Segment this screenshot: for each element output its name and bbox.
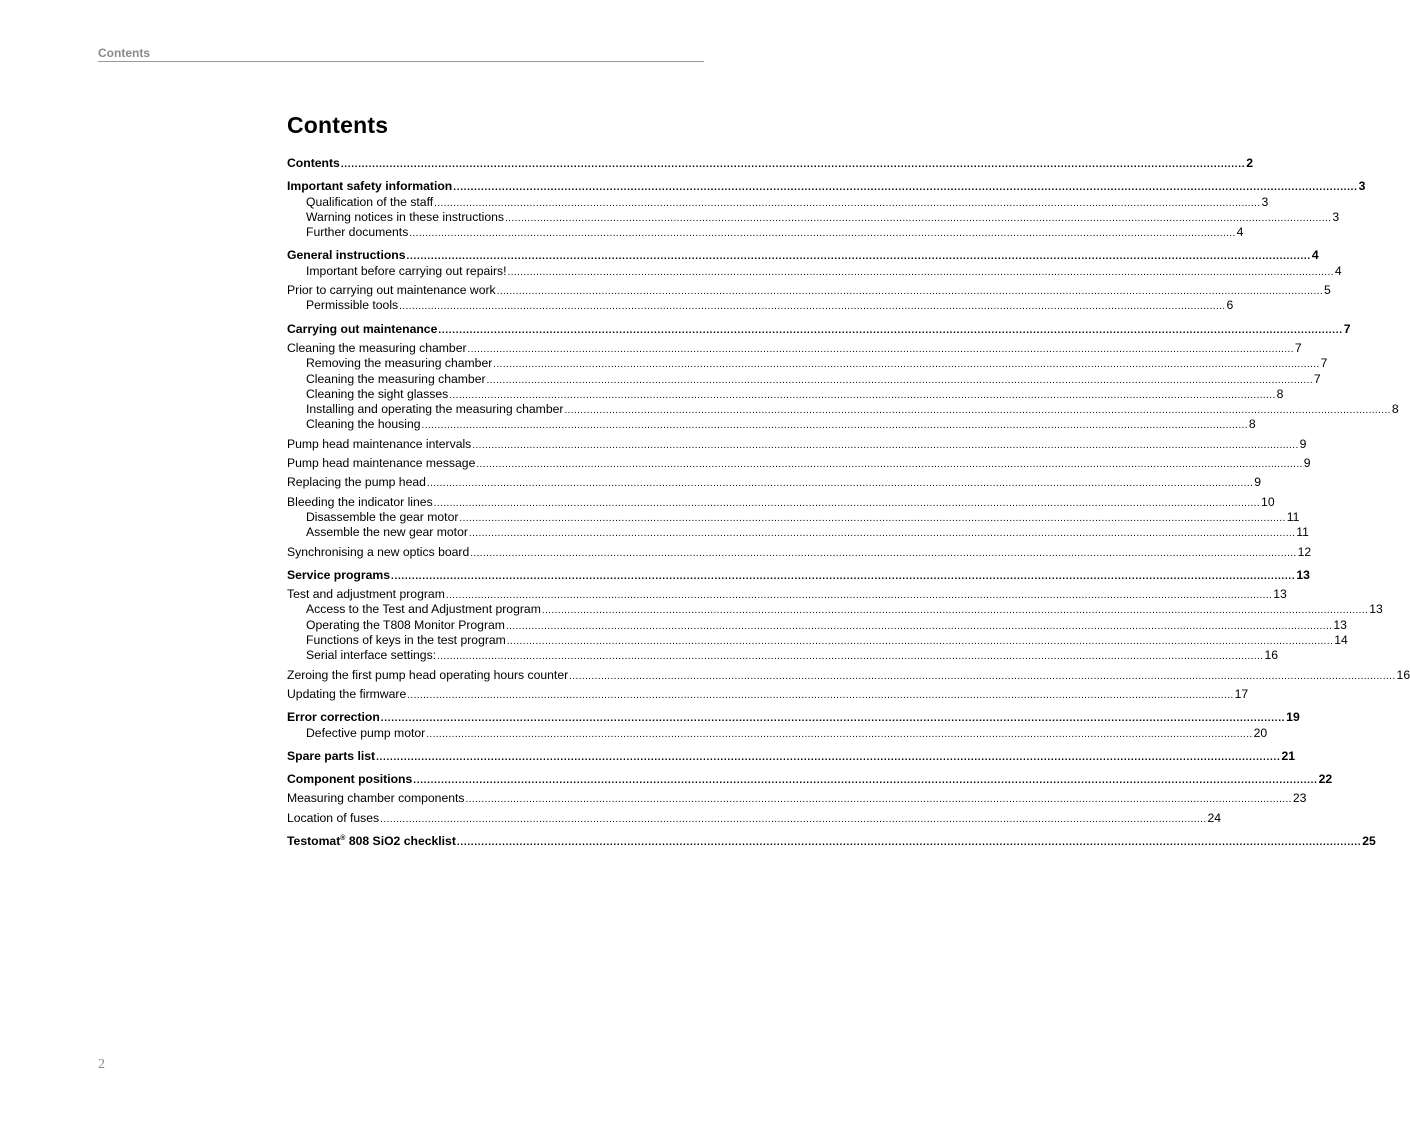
toc-entry-label: Access to the Test and Adjustment program <box>306 602 541 617</box>
toc-entry[interactable] <box>287 456 1311 471</box>
toc-leader-dots: .................................................................................................................................................................................................................................................................... <box>390 570 1296 582</box>
toc-entry[interactable] <box>287 371 1321 387</box>
toc-entry-page: 14 <box>1334 633 1348 648</box>
toc-entry-label: Prior to carrying out maintenance work <box>287 283 496 298</box>
toc-entry[interactable] <box>287 791 1307 806</box>
toc-entry[interactable] <box>287 748 1295 764</box>
toc-entry-page: 4 <box>1236 225 1244 240</box>
toc-entry-page: 8 <box>1391 402 1399 417</box>
toc-entry-page: 20 <box>1253 725 1268 740</box>
toc-leader-dots: .................................................................................................................................................................................................................................................................... <box>380 813 1207 825</box>
toc-leader-dots: .................................................................................................................................................................................................................................................................... <box>507 266 1334 278</box>
toc-entry[interactable] <box>287 179 1366 194</box>
toc-entry-page: 11 <box>1286 509 1300 524</box>
toc-entry-page: 8 <box>1276 386 1284 401</box>
toc-leader-dots: .................................................................................................................................................................................................................................................................... <box>569 670 1396 682</box>
toc-entry[interactable] <box>287 494 1275 510</box>
toc-leader-dots: .................................................................................................................................................................................................................................................................... <box>465 794 1292 806</box>
toc-entry[interactable] <box>287 710 1300 725</box>
toc-entry-label: Bleeding the indicator lines <box>287 494 433 509</box>
toc-leader-dots: .................................................................................................................................................................................................................................................................... <box>456 836 1362 848</box>
toc-entry-label: Installing and operating the measuring chamber <box>306 402 564 417</box>
toc-entry-page: 13 <box>1296 567 1310 582</box>
toc-entry[interactable] <box>287 667 1410 683</box>
toc-entry-page: 25 <box>1362 833 1376 848</box>
toc-entry-page: 16 <box>1396 667 1410 682</box>
toc-entry-page: 22 <box>1318 772 1333 787</box>
toc-entry[interactable] <box>287 386 1284 402</box>
toc-entry-page: 7 <box>1294 340 1302 355</box>
toc-entry-label: Service programs <box>287 567 390 582</box>
toc-entry-label: Zeroing the first pump head operating hours counter <box>287 667 569 682</box>
toc-entry[interactable] <box>287 617 1347 633</box>
toc-leader-dots: .................................................................................................................................................................................................................................................................... <box>437 651 1264 663</box>
toc-entry-label: Important safety information <box>287 179 453 194</box>
toc-entry-page: 7 <box>1320 356 1328 371</box>
toc-entry-label: Permissible tools <box>306 298 399 313</box>
toc-leader-dots: .................................................................................................................................................................................................................................................................... <box>453 182 1358 194</box>
toc-entry-label: Disassemble the gear motor <box>306 509 459 524</box>
toc-entry[interactable] <box>287 298 1234 313</box>
toc-entry-page: 8 <box>1248 417 1256 432</box>
toc-leader-dots: .................................................................................................................................................................................................................................................................... <box>445 590 1273 602</box>
toc-entry[interactable] <box>287 833 1376 849</box>
toc-entry-label: Warning notices in these instructions <box>306 209 505 224</box>
toc-entry[interactable] <box>287 225 1244 240</box>
toc-leader-dots: .................................................................................................................................................................................................................................................................... <box>541 605 1369 617</box>
toc-entry[interactable] <box>287 810 1222 826</box>
toc-entry-label: Spare parts list <box>287 748 376 763</box>
toc-entry[interactable] <box>287 436 1307 452</box>
toc-leader-dots: .................................................................................................................................................................................................................................................................... <box>449 389 1276 401</box>
toc-leader-dots: .................................................................................................................................................................................................................................................................... <box>506 636 1334 648</box>
toc-leader-dots: .................................................................................................................................................................................................................................................................... <box>426 478 1254 490</box>
toc-entry-page: 16 <box>1264 648 1279 663</box>
toc-entry[interactable] <box>287 263 1342 279</box>
toc-leader-dots: .................................................................................................................................................................................................................................................................... <box>421 420 1248 432</box>
toc-leader-dots: .................................................................................................................................................................................................................................................................... <box>406 251 1311 263</box>
toc-entry[interactable] <box>287 417 1256 432</box>
toc-entry-page: 10 <box>1261 494 1275 509</box>
toc-entry-label: Replacing the pump head <box>287 475 426 490</box>
table-of-contents <box>287 156 1410 849</box>
toc-leader-dots: .................................................................................................................................................................................................................................................................... <box>399 301 1226 313</box>
toc-entry-page: 3 <box>1261 194 1269 209</box>
toc-leader-dots: .................................................................................................................................................................................................................................................................... <box>470 547 1297 559</box>
toc-entry[interactable] <box>287 194 1269 210</box>
toc-entry-page: 11 <box>1296 525 1309 540</box>
toc-entry-label: Test and adjustment program <box>287 587 445 602</box>
toc-entry[interactable] <box>287 475 1262 490</box>
toc-entry-page: 5 <box>1324 283 1331 298</box>
toc-entry[interactable] <box>287 772 1333 787</box>
toc-entry-label: Important before carrying out repairs! <box>306 263 507 278</box>
toc-entry-label: Updating the firmware <box>287 686 407 701</box>
toc-entry[interactable] <box>287 156 1253 171</box>
toc-entry-page: 9 <box>1254 475 1262 490</box>
toc-leader-dots: .................................................................................................................................................................................................................................................................... <box>380 713 1286 725</box>
toc-entry-page: 13 <box>1273 587 1287 602</box>
toc-leader-dots: .................................................................................................................................................................................................................................................................... <box>407 689 1234 701</box>
toc-leader-dots: .................................................................................................................................................................................................................................................................... <box>505 620 1333 632</box>
page-title: Contents <box>287 112 389 138</box>
toc-entry-page: 3 <box>1332 209 1340 224</box>
toc-entry-page: 12 <box>1297 544 1312 559</box>
toc-leader-dots: .................................................................................................................................................................................................................................................................... <box>468 528 1296 540</box>
toc-leader-dots: .................................................................................................................................................................................................................................................................... <box>433 497 1261 509</box>
toc-entry-page: 7 <box>1313 371 1321 386</box>
toc-entry-page: 2 <box>1246 156 1253 170</box>
toc-entry-label: Error correction <box>287 710 380 725</box>
toc-entry-page: 23 <box>1292 791 1307 806</box>
toc-entry-label: Operating the T808 Monitor Program <box>306 617 505 632</box>
toc-entry-label: Qualification of the staff <box>306 194 434 209</box>
toc-entry-page: 9 <box>1299 436 1307 451</box>
toc-leader-dots: .................................................................................................................................................................................................................................................................... <box>413 775 1318 787</box>
toc-leader-dots: .................................................................................................................................................................................................................................................................... <box>376 751 1281 763</box>
toc-entry-label: Functions of keys in the test program <box>306 633 506 648</box>
toc-entry[interactable] <box>287 509 1300 525</box>
toc-entry[interactable] <box>287 248 1319 263</box>
toc-entry-page: 4 <box>1334 263 1342 278</box>
toc-leader-dots: .................................................................................................................................................................................................................................................................... <box>409 228 1236 240</box>
toc-entry-page: 7 <box>1343 321 1351 336</box>
toc-leader-dots: .................................................................................................................................................................................................................................................................... <box>434 197 1261 209</box>
toc-entry-label: Cleaning the sight glasses <box>306 386 449 401</box>
toc-entry-page: 6 <box>1226 298 1234 313</box>
toc-entry[interactable] <box>287 567 1310 583</box>
toc-leader-dots: .................................................................................................................................................................................................................................................................... <box>472 439 1299 451</box>
toc-leader-dots: .................................................................................................................................................................................................................................................................... <box>564 405 1391 417</box>
toc-entry-label: Carrying out maintenance <box>287 321 438 336</box>
toc-entry-label: Location of fuses <box>287 810 380 825</box>
header-rule <box>98 61 704 62</box>
toc-leader-dots: .................................................................................................................................................................................................................................................................... <box>467 343 1294 355</box>
toc-leader-dots: .................................................................................................................................................................................................................................................................... <box>459 512 1286 524</box>
toc-entry[interactable] <box>287 648 1279 663</box>
toc-entry-page: 3 <box>1358 179 1366 194</box>
toc-entry[interactable] <box>287 321 1351 337</box>
toc-entry-label: Measuring chamber components <box>287 791 465 806</box>
toc-entry[interactable] <box>287 602 1383 617</box>
toc-entry-label: Pump head maintenance message <box>287 456 476 471</box>
toc-leader-dots: .................................................................................................................................................................................................................................................................... <box>493 359 1320 371</box>
toc-entry[interactable] <box>287 525 1309 540</box>
toc-entry-page: 19 <box>1286 710 1300 725</box>
toc-entry-label: Further documents <box>306 225 409 240</box>
toc-leader-dots: .................................................................................................................................................................................................................................................................... <box>438 324 1343 336</box>
running-header: Contents <box>98 46 150 60</box>
toc-entry-label: Synchronising a new optics board <box>287 544 470 559</box>
toc-entry-label: Cleaning the measuring chamber <box>306 371 486 386</box>
page-number: 2 <box>98 1057 105 1072</box>
toc-leader-dots: .................................................................................................................................................................................................................................................................... <box>486 374 1313 386</box>
toc-entry-page: 24 <box>1207 810 1222 825</box>
toc-leader-dots: .................................................................................................................................................................................................................................................................... <box>426 728 1253 740</box>
toc-entry-label: Serial interface settings: <box>306 648 437 663</box>
toc-entry[interactable] <box>287 340 1302 356</box>
toc-entry-label: Cleaning the housing <box>306 417 421 432</box>
toc-entry-page: 21 <box>1281 748 1295 763</box>
toc-entry[interactable] <box>287 633 1348 648</box>
toc-entry[interactable] <box>287 209 1340 225</box>
toc-entry-label: Component positions <box>287 772 413 787</box>
toc-leader-dots: .................................................................................................................................................................................................................................................................... <box>340 159 1246 170</box>
toc-entry-label: Cleaning the measuring chamber <box>287 340 467 355</box>
toc-entry[interactable] <box>287 686 1249 702</box>
toc-leader-dots: .................................................................................................................................................................................................................................................................... <box>476 459 1303 471</box>
toc-entry[interactable] <box>287 283 1331 298</box>
toc-entry-page: 13 <box>1369 602 1383 617</box>
toc-entry-page: 17 <box>1234 686 1249 701</box>
toc-entry-label: Contents <box>287 156 340 170</box>
toc-entry-page: 4 <box>1311 248 1319 263</box>
toc-entry-page: 13 <box>1333 617 1347 632</box>
toc-leader-dots: .................................................................................................................................................................................................................................................................... <box>505 212 1332 224</box>
toc-leader-dots: .................................................................................................................................................................................................................................................................... <box>496 286 1324 298</box>
toc-entry-label: Testomat® 808 SiO2 checklist <box>287 833 456 848</box>
toc-entry-label: Defective pump motor <box>306 725 426 740</box>
toc-entry-label: General instructions <box>287 248 406 263</box>
toc-entry-label: Pump head maintenance intervals <box>287 436 472 451</box>
toc-entry-page: 9 <box>1303 456 1311 471</box>
toc-entry-label: Assemble the new gear motor <box>306 525 468 540</box>
toc-entry[interactable] <box>287 356 1328 371</box>
toc-entry[interactable] <box>287 402 1399 417</box>
toc-entry[interactable] <box>287 587 1287 602</box>
toc-entry[interactable] <box>287 725 1268 741</box>
toc-entry[interactable] <box>287 544 1312 560</box>
toc-entry-label: Removing the measuring chamber <box>306 356 493 371</box>
